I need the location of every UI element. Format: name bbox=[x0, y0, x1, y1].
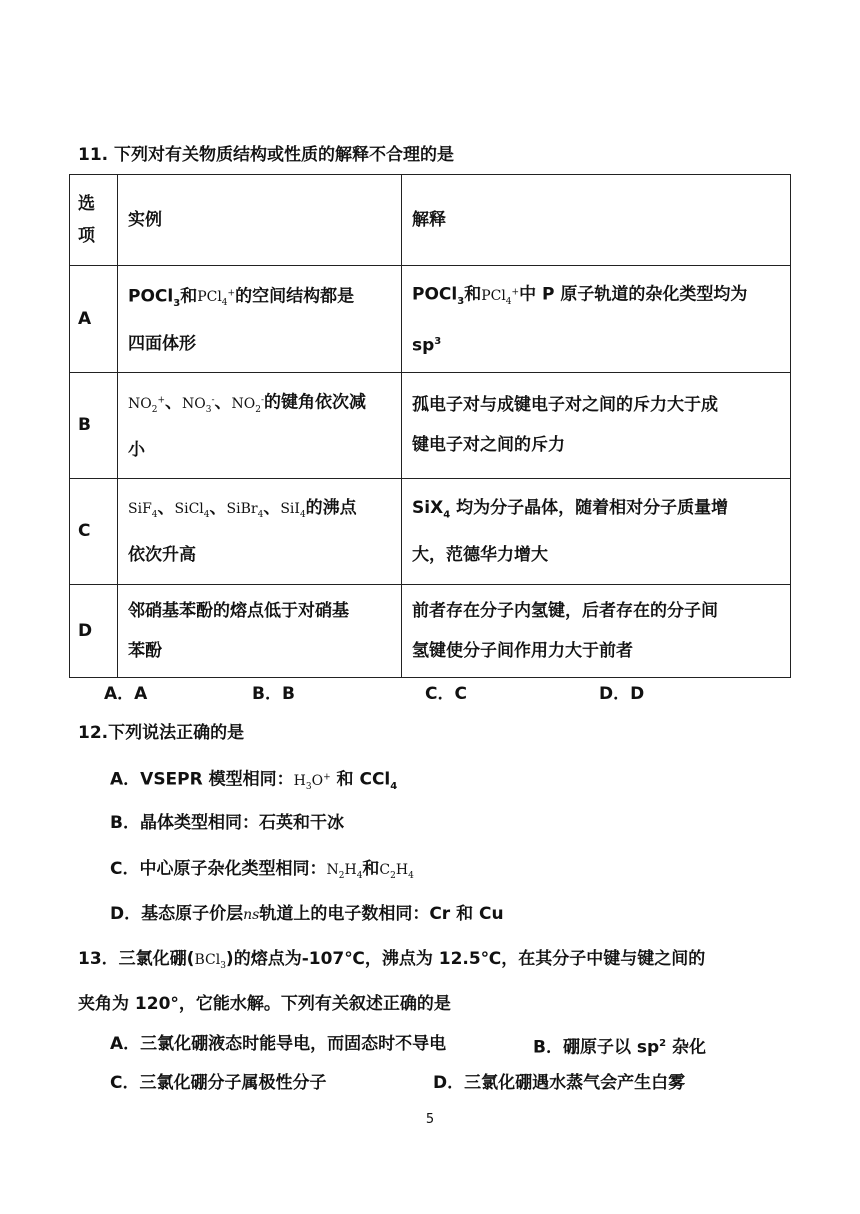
header-example: 实例 bbox=[118, 175, 402, 266]
row-example: SiF$_4$、SiCl$_4$、SiBr$_4$、SiI$_4$的沸点 依次升高 bbox=[118, 478, 402, 584]
row-example: $NO_2^+$、$NO_3^-$、$NO_2^-$的键角依次减 小 bbox=[118, 372, 402, 478]
row-label: A bbox=[70, 266, 118, 373]
q12-option-c[interactable]: C．中心原子杂化类型相同：$N_2H_4$和$C_2H_4$ bbox=[110, 859, 414, 881]
q11-choice-a[interactable]: A．A bbox=[104, 684, 148, 704]
q11-choice-d[interactable]: D．D bbox=[599, 684, 645, 704]
table-header-row bbox=[70, 175, 791, 266]
q11-choice-c[interactable]: C．C bbox=[425, 684, 467, 704]
q12-option-a[interactable]: A．VSEPR 模型相同：$H_3O^+$ 和 CCl$_4$ bbox=[110, 769, 398, 793]
table-row bbox=[70, 372, 791, 478]
row-example: 邻硝基苯酚的熔点低于对硝基 苯酚 bbox=[118, 584, 402, 677]
q13-stem-line1: 13．三氯化硼(BCl$_3$)的熔点为-107℃，沸点为 12.5℃，在其分子中键与键之间的 bbox=[78, 949, 706, 971]
row-explanation: SiX$_4$ 均为分子晶体，随着相对分子质量增 大，范德华力增大 bbox=[402, 478, 791, 584]
table-row bbox=[70, 478, 791, 584]
table-row bbox=[70, 584, 791, 677]
q12-option-d[interactable]: D．基态原子价层ns轨道上的电子数相同：Cr 和 Cu bbox=[110, 904, 504, 924]
q13-option-d[interactable]: D．三氯化硼遇水蒸气会产生白雾 bbox=[433, 1073, 686, 1093]
q13-option-b[interactable]: B．硼原子以 $sp^2$ 杂化 bbox=[533, 1037, 707, 1058]
page-number: 5 bbox=[425, 1112, 435, 1127]
row-explanation: POCl$_3$和PCl$_4$+中 P 原子轨道的杂化类型均为 $sp^3$ bbox=[402, 266, 791, 373]
row-explanation: 孤电子对与成键电子对之间的斥力大于成 键电子对之间的斥力 bbox=[402, 372, 791, 478]
header-option: 选 项 bbox=[70, 175, 118, 266]
row-explanation: 前者存在分子内氢键，后者存在的分子间 氢键使分子间作用力大于前者 bbox=[402, 584, 791, 677]
q13-option-a[interactable]: A．三氯化硼液态时能导电，而固态时不导电 bbox=[110, 1034, 447, 1054]
q12-stem: 12.下列说法正确的是 bbox=[78, 723, 245, 743]
row-label: D bbox=[70, 584, 118, 677]
row-label: B bbox=[70, 372, 118, 478]
q11-choice-b[interactable]: B．B bbox=[252, 684, 295, 704]
q13-option-c[interactable]: C．三氯化硼分子属极性分子 bbox=[110, 1073, 327, 1093]
q11-stem: 11. 下列对有关物质结构或性质的解释不合理的是 bbox=[78, 145, 455, 165]
q13-stem-line2: 夹角为 120°，它能水解。下列有关叙述正确的是 bbox=[78, 994, 451, 1014]
row-label: C bbox=[70, 478, 118, 584]
q11-table bbox=[69, 174, 791, 678]
q12-option-b[interactable]: B．晶体类型相同：石英和干冰 bbox=[110, 813, 344, 833]
table-row bbox=[70, 266, 791, 373]
row-example: POCl$_3$和PCl$_4$+的空间结构都是 四面体形 bbox=[118, 266, 402, 373]
header-explanation: 解释 bbox=[402, 175, 791, 266]
